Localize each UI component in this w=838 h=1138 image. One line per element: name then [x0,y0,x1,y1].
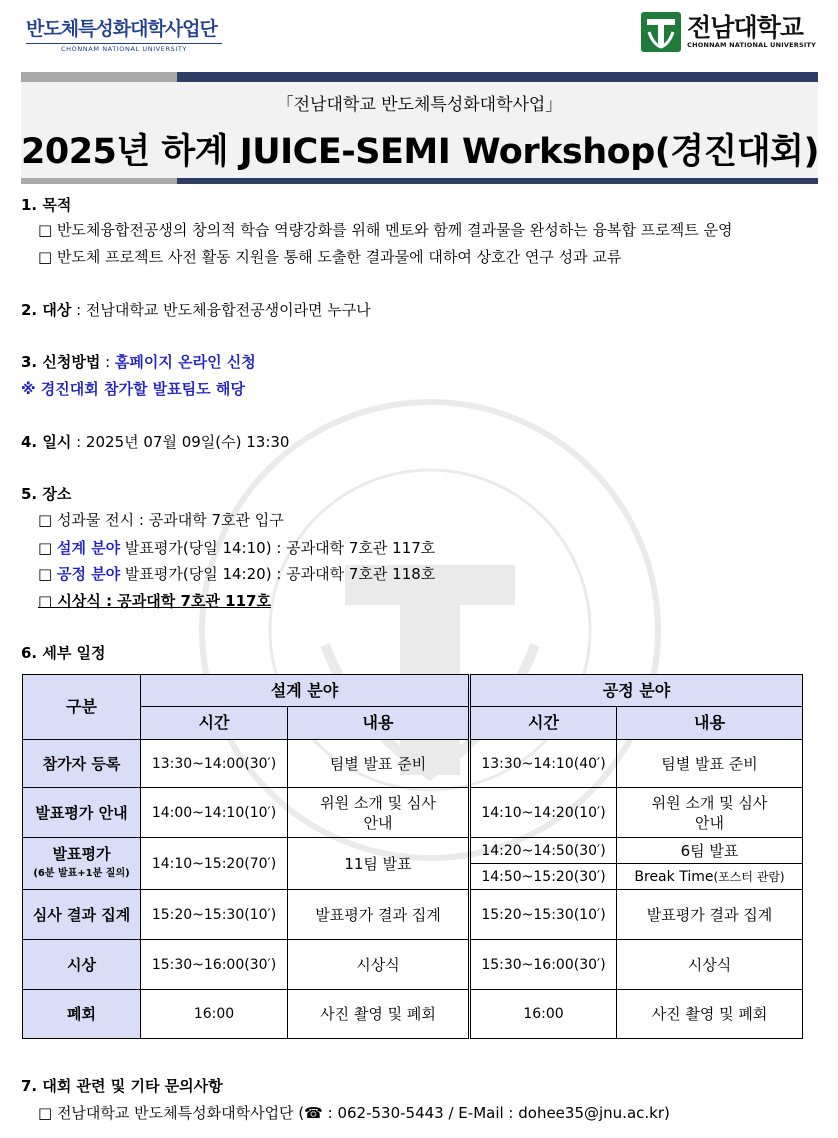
left-logo-text: 반도체특성화대학사업단 [26,18,217,40]
row-label: 심사 결과 집계 [23,890,141,940]
section-target [21,299,371,320]
break-time-note: (포스터 관람) [713,869,785,884]
row-label-note: (6분 발표+1분 질의) [33,867,130,879]
header-process-content: 내용 [617,707,803,740]
table-row [23,990,803,1039]
header-category: 구분 [23,675,141,740]
row-label: 참가자 등록 [23,740,141,788]
design-content: 발표평가 결과 집계 [288,890,470,940]
design-content [288,788,470,838]
apply-heading: 3. 신청방법 [21,353,101,371]
venue-process-checkbox: □ [38,565,57,583]
apply-note: ※ 경진대회 참가할 발표팀도 해당 [21,380,245,398]
design-time: 16:00 [141,990,288,1039]
purpose-item-1: □ 반도체융합전공생의 창의적 학습 역량강화를 위해 멘토와 함께 결과물을 완성하는 융복합 프로젝트 운영 [38,221,733,239]
process-time: 14:50~15:20(30′) [470,864,617,890]
purpose-item-2: □ 반도체 프로젝트 사전 활동 지원을 통해 도출한 결과물에 대하여 상호간 연구 성과 교류 [38,248,622,266]
venue-design-detail: 발표평가(당일 14:10) : 공과대학 7호관 117호 [120,539,436,557]
row-label: 시상 [23,940,141,990]
page-title: 2025년 하계 JUICE-SEMI Workshop(경진대회) [21,132,819,172]
process-content [617,864,803,890]
design-time: 15:30~16:00(30′) [141,940,288,990]
table-row [23,838,803,864]
section-venue-heading: 5. 장소 [21,485,72,503]
design-content: 11팀 발표 [288,838,470,890]
apply-method: 홈페이지 온라인 신청 [114,353,256,371]
section-schedule-heading: 6. 세부 일정 [21,644,106,662]
apply-separator: : [100,353,115,371]
row-label-main: 발표평가 [52,844,111,863]
process-content: 팀별 발표 준비 [617,740,803,788]
table-row [23,890,803,940]
venue-process-detail: 발표평가(당일 14:20) : 공과대학 7호관 118호 [120,565,436,583]
process-content: 6팀 발표 [617,838,803,864]
design-content: 사진 촬영 및 폐회 [288,990,470,1039]
header-design-time: 시간 [141,707,288,740]
row-label [23,838,141,890]
page-subtitle: 「전남대학교 반도체특성화대학사업」 [276,95,563,115]
left-logo-subtext: CHONNAM NATIONAL UNIVERSITY [26,43,222,53]
table-row [23,940,803,990]
process-content-line1: 위원 소개 및 심사 [651,793,768,812]
process-time: 14:20~14:50(30′) [470,838,617,864]
title-bottom-bar [21,178,818,184]
schedule-table [22,674,803,1039]
design-time: 14:00~14:10(10′) [141,788,288,838]
right-logo-subtext: CHONNAM NATIONAL UNIVERSITY [687,41,816,49]
section-purpose-heading: 1. 목적 [21,196,72,214]
contact-org: □ 전남대학교 반도체특성화대학사업단 ( [38,1104,305,1122]
contact-info [38,1102,670,1123]
venue-item-process [38,563,435,584]
right-logo-text: 전남대학교 [687,13,803,42]
header-design-field: 설계 분야 [141,675,470,707]
title-top-bar [21,72,818,82]
target-heading: 2. 대상 [21,301,72,319]
design-content: 시상식 [288,940,470,990]
row-label: 폐회 [23,990,141,1039]
design-content: 팀별 발표 준비 [288,740,470,788]
table-row [23,788,803,838]
design-time: 14:10~15:20(70′) [141,838,288,890]
process-content: 시상식 [617,940,803,990]
contact-details: : 062-530-5443 / E-Mail : dohee35@jnu.ac.kr) [322,1104,670,1122]
section-apply [21,351,256,372]
process-time: 15:30~16:00(30′) [470,940,617,990]
venue-item-design [38,537,435,558]
section-contact-heading: 7. 대회 관련 및 기타 문의사항 [21,1077,223,1095]
venue-design-field: 설계 분야 [56,539,121,557]
university-logo [641,12,816,52]
datetime-text: : 2025년 07월 09일(수) 13:30 [71,433,290,451]
header-process-time: 시간 [470,707,617,740]
design-time: 15:20~15:30(10′) [141,890,288,940]
section-datetime [21,431,289,452]
process-time: 13:30~14:10(40′) [470,740,617,788]
process-time: 15:20~15:30(10′) [470,890,617,940]
venue-design-checkbox: □ [38,539,57,557]
process-content [617,788,803,838]
semiconductor-program-logo [26,14,222,53]
row-label: 발표평가 안내 [23,788,141,838]
target-text: : 전남대학교 반도체융합전공생이라면 누구나 [71,301,371,319]
process-content: 발표평가 결과 집계 [617,890,803,940]
header-process-field: 공정 분야 [470,675,803,707]
break-time-text: Break Time [634,868,714,885]
university-emblem-icon [641,12,681,52]
telephone-icon: ☎ [304,1104,323,1122]
process-time: 16:00 [470,990,617,1039]
process-content-line2: 안내 [695,813,724,832]
venue-item-ceremony: □ 시상식 : 공과대학 7호관 117호 [38,592,271,610]
design-time: 13:30~14:00(30′) [141,740,288,788]
header-design-content: 내용 [288,707,470,740]
design-content-line1: 위원 소개 및 심사 [320,793,436,812]
datetime-heading: 4. 일시 [21,433,72,451]
design-content-line2: 안내 [363,813,393,832]
process-time: 14:10~14:20(10′) [470,788,617,838]
venue-process-field: 공정 분야 [56,565,121,583]
table-row [23,740,803,788]
process-content: 사진 촬영 및 폐회 [617,990,803,1039]
venue-item-exhibit: □ 성과물 전시 : 공과대학 7호관 입구 [38,511,284,529]
